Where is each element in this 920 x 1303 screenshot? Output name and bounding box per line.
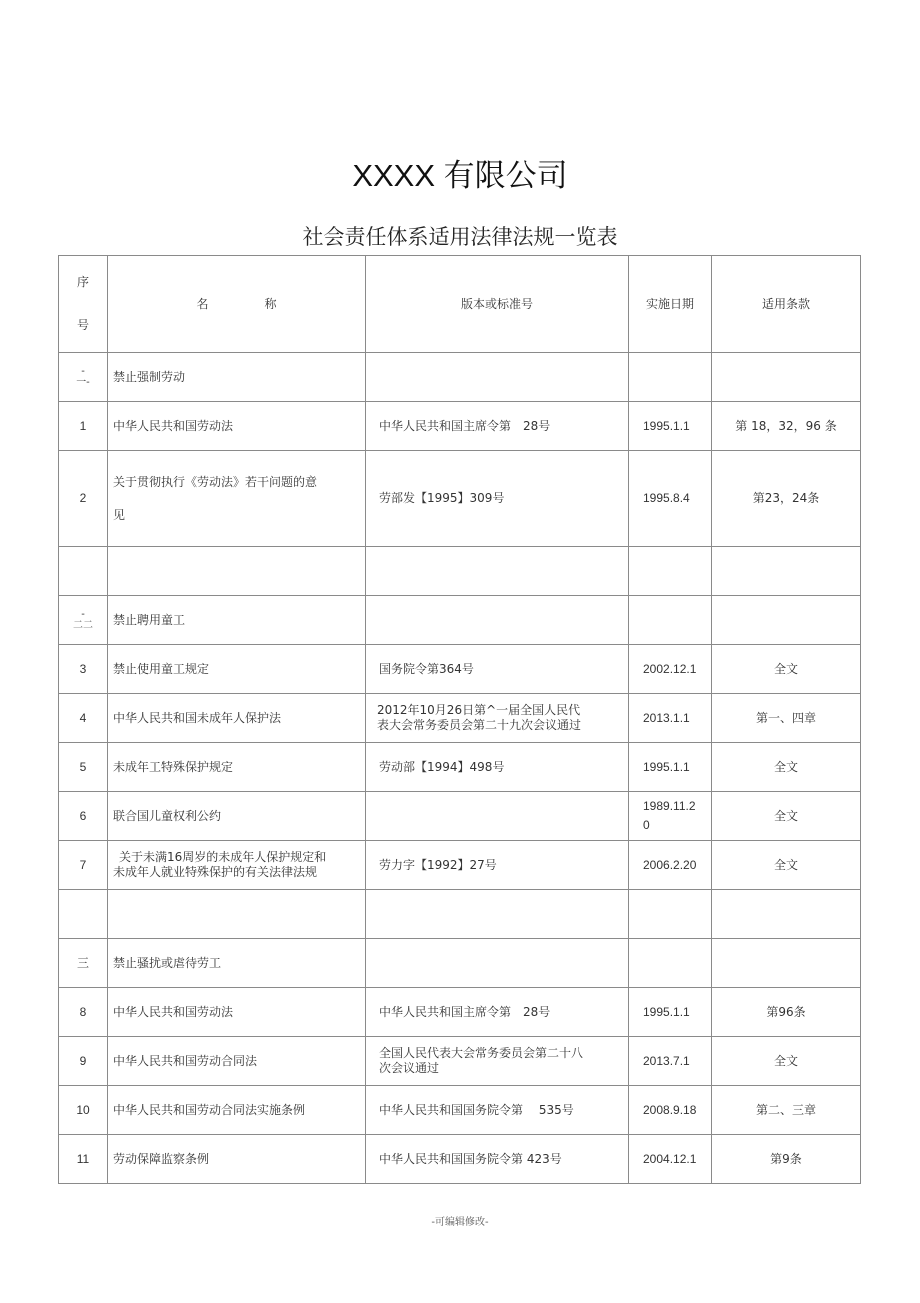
- section-row: [59, 939, 861, 988]
- row-version: 劳部发【1995】309号: [366, 451, 629, 547]
- row-number: 10: [59, 1086, 108, 1135]
- row-number: 11: [59, 1135, 108, 1184]
- row-number: 4: [59, 694, 108, 743]
- empty-row: [59, 890, 861, 939]
- row-name: 中华人民共和国劳动法: [108, 402, 366, 451]
- row-articles: 第 18，32，96 条: [712, 402, 861, 451]
- section-title: 禁止聘用童工: [108, 596, 366, 645]
- row-name: 禁止使用童工规定: [108, 645, 366, 694]
- row-date: 2013.7.1: [629, 1037, 712, 1086]
- row-number: 8: [59, 988, 108, 1037]
- row-name: 中华人民共和国劳动合同法: [108, 1037, 366, 1086]
- row-number: 3: [59, 645, 108, 694]
- table-row: [59, 402, 861, 451]
- row-articles: 第96条: [712, 988, 861, 1037]
- table-row: [59, 1086, 861, 1135]
- header-no: 序 号: [59, 256, 108, 353]
- row-number: 2: [59, 451, 108, 547]
- row-name: 未成年工特殊保护规定: [108, 743, 366, 792]
- row-articles: 全文: [712, 743, 861, 792]
- table-row: [59, 1135, 861, 1184]
- company-name: XXXX 有限公司: [352, 158, 568, 193]
- table-row: [59, 451, 861, 547]
- row-name: 中华人民共和国劳动法: [108, 988, 366, 1037]
- row-name: 联合国儿童权利公约: [108, 792, 366, 841]
- table-row: [59, 988, 861, 1037]
- row-number: 7: [59, 841, 108, 890]
- header-date: 实施日期: [629, 256, 712, 353]
- section-row: [59, 596, 861, 645]
- row-date: 1995.8.4: [629, 451, 712, 547]
- header-articles: 适用条款: [712, 256, 861, 353]
- row-date: 1995.1.1: [629, 743, 712, 792]
- row-version: 中华人民共和国主席令第 28号: [366, 402, 629, 451]
- row-number: 9: [59, 1037, 108, 1086]
- page-footer: -可编辑修改-: [431, 1217, 489, 1228]
- row-name: 劳动保障监察条例: [108, 1135, 366, 1184]
- section-number: 三: [59, 939, 108, 988]
- row-number: 5: [59, 743, 108, 792]
- row-date: 2006.2.20: [629, 841, 712, 890]
- section-number: - 二二: [59, 596, 108, 645]
- row-version: 中华人民共和国国务院令第 423号: [366, 1135, 629, 1184]
- row-version: 国务院令第364号: [366, 645, 629, 694]
- row-articles: 第9条: [712, 1135, 861, 1184]
- row-number: 1: [59, 402, 108, 451]
- section-title: 禁止强制劳动: [108, 353, 366, 402]
- row-date: 2013.1.1: [629, 694, 712, 743]
- row-date: 2004.12.1: [629, 1135, 712, 1184]
- row-number: 6: [59, 792, 108, 841]
- table-row: [59, 743, 861, 792]
- row-version: 劳动部【1994】498号: [366, 743, 629, 792]
- row-version: 劳力字【1992】27号: [366, 841, 629, 890]
- row-date: 2008.9.18: [629, 1086, 712, 1135]
- row-name: 关于未满16周岁的未成年人保护规定和 未成年人就业特殊保护的有关法律法规: [108, 841, 366, 890]
- header-version: 版本或标准号: [366, 256, 629, 353]
- row-date: 1989.11.2 0: [629, 792, 712, 841]
- row-version: [366, 792, 629, 841]
- section-title: 禁止骚扰或虐待劳工: [108, 939, 366, 988]
- table-row: [59, 1037, 861, 1086]
- section-row: [59, 353, 861, 402]
- table-row: [59, 645, 861, 694]
- table-row: [59, 792, 861, 841]
- row-articles: 第一、四章: [712, 694, 861, 743]
- row-articles: 第23，24条: [712, 451, 861, 547]
- row-articles: 第二、三章: [712, 1086, 861, 1135]
- row-name: 关于贯彻执行《劳动法》若干问题的意 见: [108, 451, 366, 547]
- document-title: 社会责任体系适用法律法规一览表: [302, 225, 618, 249]
- row-articles: 全文: [712, 792, 861, 841]
- row-version: 全国人民代表大会常务委员会第二十八 次会议通过: [366, 1037, 629, 1086]
- row-version: 2012年10月26日第^一届全国人民代 表大会常务委员会第二十九次会议通过: [366, 694, 629, 743]
- row-articles: 全文: [712, 841, 861, 890]
- row-name: 中华人民共和国未成年人保护法: [108, 694, 366, 743]
- row-date: 1995.1.1: [629, 402, 712, 451]
- row-date: 2002.12.1: [629, 645, 712, 694]
- regulations-table: [58, 255, 861, 1184]
- table-row: [59, 841, 861, 890]
- row-name: 中华人民共和国劳动合同法实施条例: [108, 1086, 366, 1135]
- empty-row: [59, 547, 861, 596]
- section-number: - 一-: [59, 353, 108, 402]
- header-name: 名 称: [108, 256, 366, 353]
- table-row: [59, 694, 861, 743]
- table-header-row: [59, 256, 861, 353]
- row-version: 中华人民共和国国务院令第 535号: [366, 1086, 629, 1135]
- row-articles: 全文: [712, 645, 861, 694]
- row-articles: 全文: [712, 1037, 861, 1086]
- row-date: 1995.1.1: [629, 988, 712, 1037]
- row-version: 中华人民共和国主席令第 28号: [366, 988, 629, 1037]
